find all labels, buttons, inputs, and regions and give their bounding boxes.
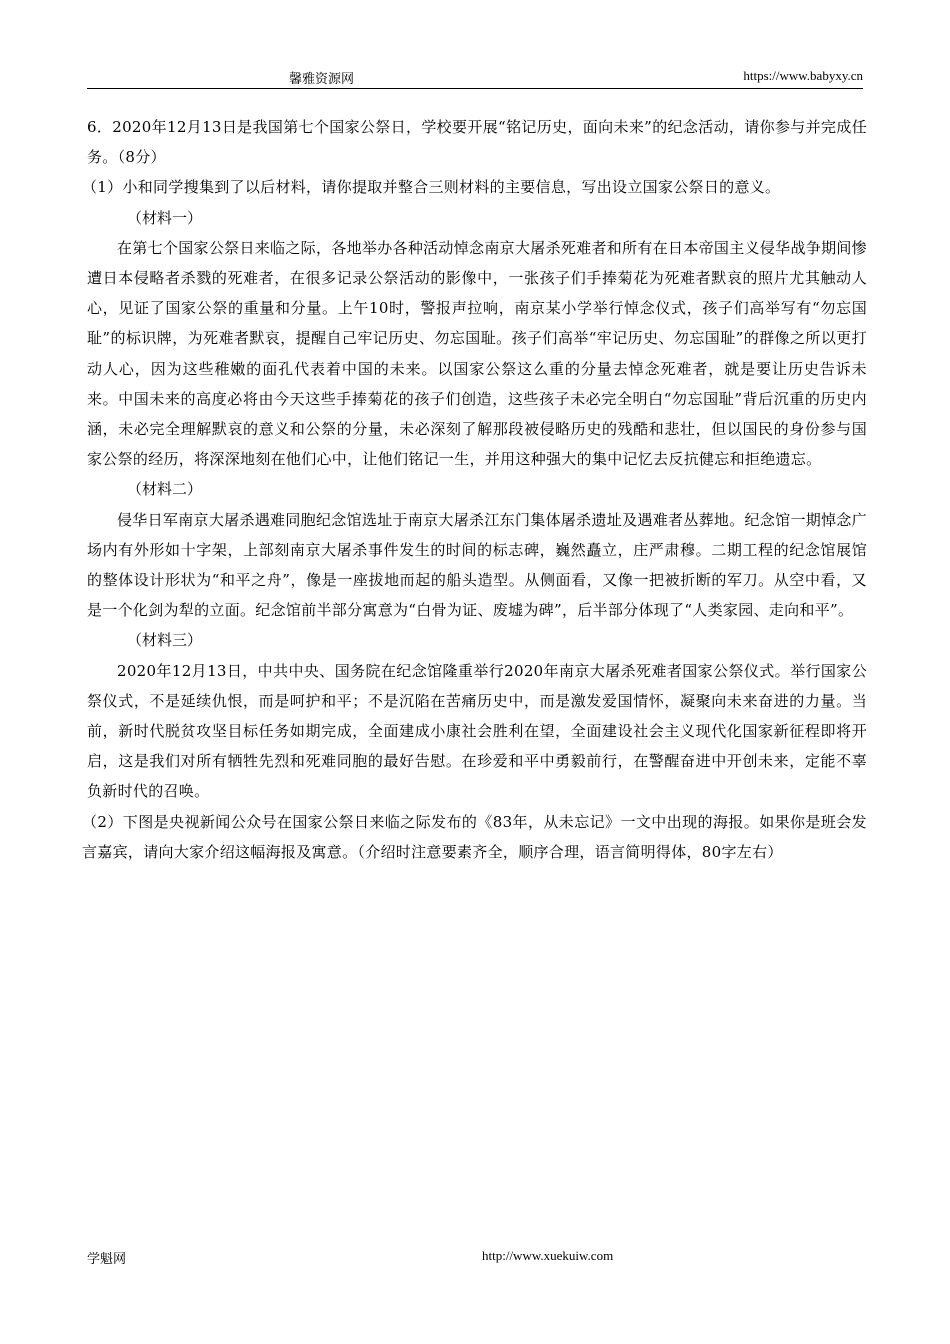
page-header [87, 66, 863, 89]
footer-site-name: 学魁网 [87, 1252, 127, 1267]
material-3-text: 2020年12月13日，中共中央、国务院在纪念馆隆重举行2020年南京大屠杀死难者国家公祭仪式。举行国家公祭仪式，不是延续仇恨，而是呵护和平；不是沉陷在苦痛历史中，而是激发爱国情怀，凝聚向未来奋进的力量。当前，新时代脱贫攻坚目标任务如期完成，全面建成小康社会胜利在望，全面建设社会主义现代化国家新征程即将开启，这是我们对所有牺牲先烈和死难同胞的最好告慰。在珍爱和平中勇毅前行，在警醒奋进中开创未来，定能不辜负新时代的召唤。 [87, 661, 867, 801]
footer-url[interactable]: http://www.xuekuiw.com [482, 1248, 614, 1263]
question-part-2: （2）下图是央视新闻公众号在国家公祭日来临之际发布的《83年，从未忘记》一文中出现的海报。如果你是班会发言嘉宾，请向大家介绍这幅海报及寓意。（介绍时注意要素齐全，顺序合理，语言简明得体，80字左右） [82, 812, 867, 861]
material-1-label: （材料一） [127, 208, 203, 227]
question-intro: 6．2020年12月13日是我国第七个国家公祭日，学校要开展“铭记历史，面向未来”的纪念活动，请你参与并完成任务。（8分） [87, 118, 867, 167]
material-2-label: （材料二） [127, 480, 203, 499]
header-site-name: 馨雅资源网 [289, 72, 355, 87]
question-content [82, 112, 867, 867]
material-3-label: （材料三） [127, 631, 203, 650]
question-part-1: （1）小和同学搜集到了以后材料，请你提取并整合三则材料的主要信息，写出设立国家公祭日的意义。 [82, 178, 781, 197]
material-2-text: 侵华日军南京大屠杀遇难同胞纪念馆选址于南京大屠杀江东门集体屠杀遗址及遇难者丛葬地。纪念馆一期悼念广场内有外形如十字架，上部刻南京大屠杀事件发生的时间的标志碑，巍然矗立，庄严肃穆。二期工程的纪念馆展馆的整体设计形状为“和平之舟”，像是一座拔地而起的船头造型。从侧面看，又像一把被折断的军刀。从空中看，又是一个化剑为犁的立面。纪念馆前半部分寓意为“白骨为证、废墟为碑”，后半部分体现了“人类家园、走向和平”。 [87, 510, 867, 620]
header-url[interactable]: https://www.babyxy.cn [743, 68, 863, 83]
material-1-text: 在第七个国家公祭日来临之际，各地举办各种活动悼念南京大屠杀死难者和所有在日本帝国主义侵华战争期间惨遭日本侵略者杀戮的死难者，在很多记录公祭活动的影像中，一张孩子们手捧菊花为死难者默哀的照片尤其触动人心，见证了国家公祭的重量和分量。上午10时，警报声拉响，南京某小学举行悼念仪式，孩子们高举写有“勿忘国耻”的标识牌，为死难者默哀，提醒自己牢记历史、勿忘国耻。孩子们高举“牢记历史、勿忘国耻”的群像之所以更打动人心，因为这些稚嫩的面孔代表着中国的未来。以国家公祭这么重的分量去悼念死难者，就是要让历史告诉未来。中国未来的高度必将由今天这些手捧菊花的孩子们创造，这些孩子未必完全明白“勿忘国耻”背后沉重的历史内涵，未必完全理解默哀的意义和公祭的分量，未必深刻了解那段被侵略历史的残酷和悲壮，但以国民的身份参与国家公祭的经历，将深深地刻在他们心中，让他们铭记一生，并用这种强大的集中记忆去反抗健忘和拒绝遗忘。 [87, 238, 867, 469]
